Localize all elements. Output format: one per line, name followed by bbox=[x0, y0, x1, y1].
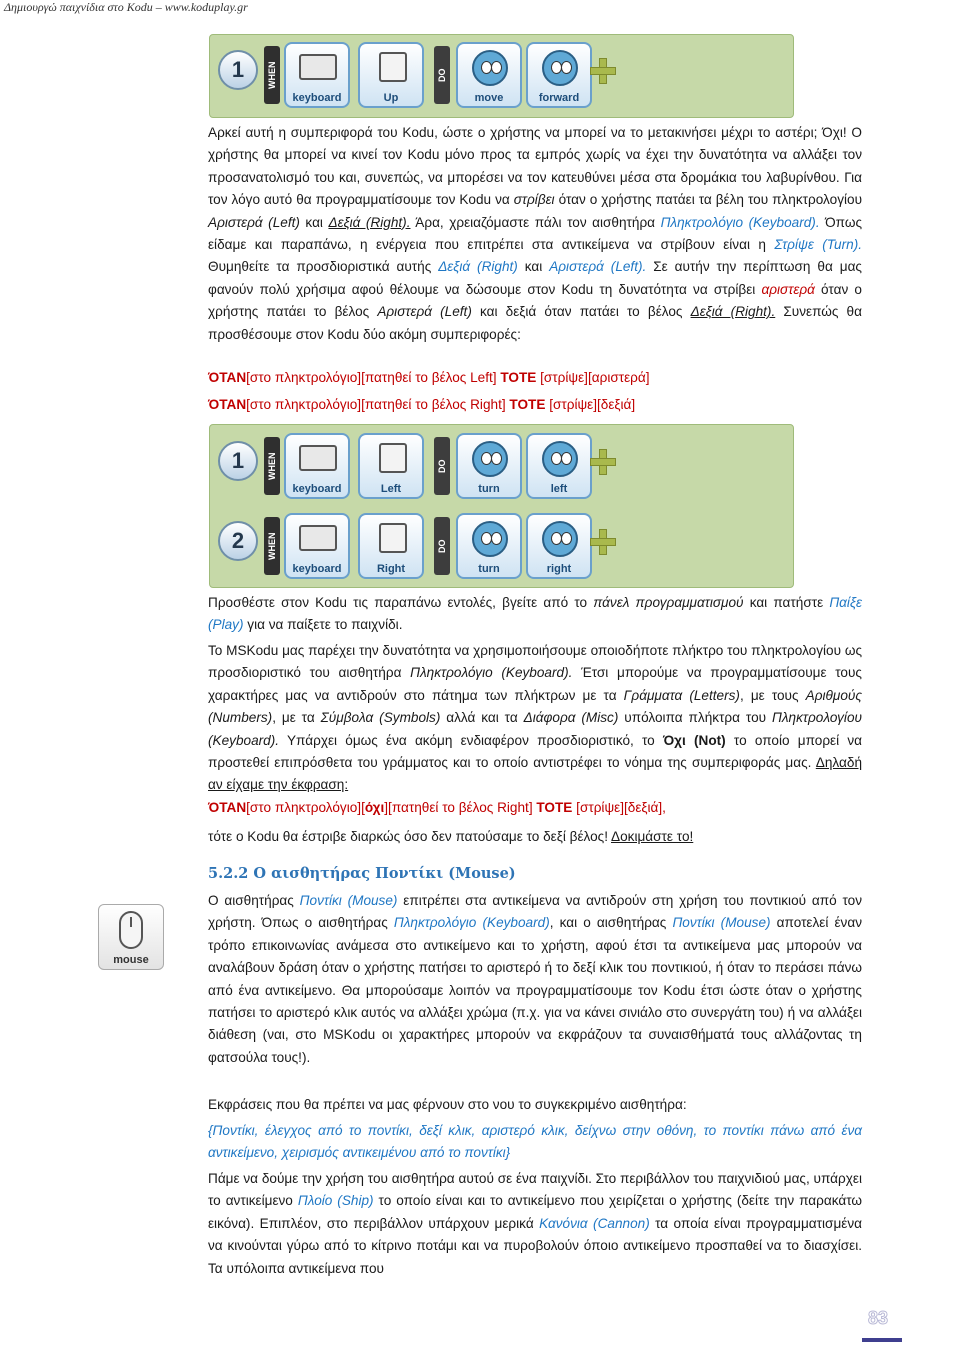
left-tile: left bbox=[526, 433, 592, 499]
do-label: DO bbox=[434, 517, 450, 575]
plus-icon bbox=[590, 529, 616, 555]
paragraph-try: τότε ο Kodu θα έστριβε διαρκώς όσο δεν πατούσαμε το δεξί βέλος! Δοκιμάστε το! bbox=[208, 829, 694, 844]
paragraph-expressions-intro: Εκφράσεις που θα πρέπει να μας φέρνουν στο νου το συγκεκριμένο αισθητήρα: bbox=[208, 1097, 687, 1112]
kodu-rule-tiles-top bbox=[209, 34, 794, 118]
kodu-face-icon bbox=[542, 50, 578, 86]
paragraph-mouse: Ο αισθητήρας Ποντίκι (Mouse) επιτρέπει στα αντικείμενα να αντιδρούν στη χρήση του ποντικιού από τον χρήστη. Όπως ο αισθητήρας Πληκτρολόγιο (Keyboard), και ο αισθητήρας Ποντίκι (Mouse) αποτελεί έναν τρόπο επικοινωνίας ανάμεσα στο αντικείμενο και το χρήστη, αφού έτσι τα αντικείμενα μας μπορούν να αναλάβουν δράση όταν ο χρήστης πατήσει το αριστερό ή το δεξί κλικ του ποντικιού, ή όταν το περάσει πάνω από ένα αντικείμενο. Θα μπορούσαμε λοιπόν να προγραμματίσουμε τον Kodu έτσι ώστε όταν ο χρήστης πατήσει το αριστερό κλικ αυτός να αλλάξει χρώμα (π.χ. για να κάνει σινιάλο στο συνεργάτη του) ή να αλλάξει διάθεση (ναι, στο MSKodu οι χαρακτήρες μπορούν να εκφράζουν τα συναισθήματά τους αλλάζοντας τη φατσούλα τους!). bbox=[208, 893, 863, 1065]
keyboard-tile: keyboard bbox=[284, 513, 350, 579]
keyboard-icon bbox=[299, 54, 337, 80]
kodu-rule-tiles-turn bbox=[209, 424, 794, 588]
paragraph-game: Πάμε να δούμε την χρήση του αισθητήρα αυτού σε ένα παιχνίδι. Στο περιβάλλον του παιχνιδιού μας, υπάρχει το αντικείμενο Πλοίο (Ship) το οποίο είναι και το αντικείμενο που χειρίζεται ο χρήστης (δείτε την παρακάτω εικόνα). Επιπλέον, στο περιβάλλον υπάρχουν μερικά Κανόνια (Cannon) τα οποία είναι προγραμματισμένα να κινούνται γύρω από το κίτρινο ποτάμι και να πυροβολούν όποιο αντικείμενο προσπαθεί να το διασχίσει. Τα υπόλοιπα αντικείμενα που bbox=[208, 1171, 863, 1276]
plus-icon bbox=[590, 58, 616, 84]
turn-tile: turn bbox=[456, 513, 522, 579]
right-tile: right bbox=[526, 513, 592, 579]
rule-not: ΌΤΑΝ[στο πληκτρολόγιο][όχι][πατηθεί το βέλος Right] ΤΟΤΕ [στρίψε][δεξιά], bbox=[208, 800, 666, 815]
do-label: DO bbox=[434, 46, 450, 104]
up-key-tile: Up bbox=[358, 42, 424, 108]
rule-left: ΌΤΑΝ[στο πληκτρολόγιο][πατηθεί το βέλος Left] ΤΟΤΕ [στρίψε][αριστερά] bbox=[208, 370, 650, 385]
kodu-face-icon bbox=[472, 50, 508, 86]
kodu-face-icon bbox=[472, 441, 508, 477]
when-label: WHEN bbox=[264, 46, 280, 104]
keyboard-icon bbox=[299, 445, 337, 471]
turn-tile: turn bbox=[456, 433, 522, 499]
when-label: WHEN bbox=[264, 437, 280, 495]
keyboard-tile: keyboard bbox=[284, 433, 350, 499]
kodu-face-icon bbox=[472, 521, 508, 557]
rule-number: 2 bbox=[218, 521, 258, 561]
right-key-tile: Right bbox=[358, 513, 424, 579]
move-tile: move bbox=[456, 42, 522, 108]
section-heading: 5.2.2 Ο αισθητήρας Ποντίκι (Mouse) bbox=[208, 865, 516, 882]
forward-tile: forward bbox=[526, 42, 592, 108]
plus-icon bbox=[590, 449, 616, 475]
paragraph-play: Προσθέστε στον Kodu τις παραπάνω εντολές, βγείτε από το πάνελ προγραμματισμού και πατήστε Παίξε (Play) για να παίξετε το παιχνίδι. bbox=[208, 595, 862, 633]
kodu-face-icon bbox=[542, 521, 578, 557]
do-label: DO bbox=[434, 437, 450, 495]
keyboard-tile: keyboard bbox=[284, 42, 350, 108]
rule-number: 1 bbox=[218, 441, 258, 481]
key-icon bbox=[379, 52, 407, 82]
rule-right: ΌΤΑΝ[στο πληκτρολόγιο][πατηθεί το βέλος Right] ΤΟΤΕ [στρίψε][δεξιά] bbox=[208, 397, 636, 412]
key-icon bbox=[379, 523, 407, 553]
paragraph-keyboard-turn: Αρκεί αυτή η συμπεριφορά του Kodu, ώστε ο χρήστης να μπορεί να το μετακινήσει μέχρι το αστέρι; Όχι! Ο χρήστης θα μπορεί να κινεί τον Kodu μόνο προς τα εμπρός χωρίς να έχει την δυνατότητα να αλλάξει τον προσανατολισμό του και, συνεπώς, να μπορέσει να τον κατευθύνει μέσα στα δρομάκια του λαβυρίνθου. Για τον λόγο αυτό θα προγραμματίσουμε τον Kodu να στρίβει όταν ο χρήστης πατάει τα βέλη του πληκτρολογίου Αριστερά (Left) και Δεξιά (Right). Άρα, χρειαζόμαστε πάλι τον αισθητήρα Πληκτρολόγιο (Keyboard). Όπως είδαμε και παραπάνω, η ενέργεια που επιτρέπει στα αντικείμενα να στρίβουν είναι η Στρίψε (Turn). Θυμηθείτε τα προσδιοριστικά αυτής Δεξιά (Right) και Αριστερά (Left). Σε αυτήν την περίπτωση θα μας φανούν πολύ χρήσιμα αφού θέλουμε να δώσουμε στον Kodu τη δυνατότητα να στρίβει αριστερά όταν ο χρήστης πατάει το βέλος Αριστερά (Left) και δεξιά όταν πατάει το βέλος Δεξιά (Right). Συνεπώς θα προσθέσουμε στον Kodu δύο ακόμη συμπεριφορές: bbox=[208, 125, 863, 342]
mouse-icon bbox=[119, 911, 143, 949]
page-number: 83 bbox=[867, 1308, 889, 1328]
mouse-sensor-tile: mouse bbox=[98, 904, 164, 970]
key-icon bbox=[379, 443, 407, 473]
left-key-tile: Left bbox=[358, 433, 424, 499]
page-header: Δημιουργώ παιχνίδια στο Kodu – www.koduplay.gr bbox=[4, 0, 248, 14]
paragraph-expressions: {Ποντίκι, έλεγχος από το ποντίκι, δεξί κλικ, αριστερό κλικ, δείχνω στην οθόνη, το ποντίκι πάνω από ένα αντικείμενο, χειρισμός αντικειμένου από το ποντίκι} bbox=[208, 1123, 862, 1161]
paragraph-keys: Το MSKodu μας παρέχει την δυνατότητα να χρησιμοποιήσουμε οποιοδήποτε πλήκτρο του πληκτρολογίου ως προσδιοριστικό του αισθητήρα Πληκτρολόγιο (Keyboard). Έτσι μπορούμε να προγραμματίσουμε τους χαρακτήρες μας να αντιδρούν στο πάτημα των πλήκτρων με τα Γράμματα (Letters), με τους Αριθμούς (Numbers), με τα Σύμβολα (Symbols) αλλά και τα Διάφορα (Misc) υπόλοιπα πλήκτρα του Πληκτρολογίου (Keyboard). Υπάρχει όμως ένα ακόμη ενδιαφέρον προσδιοριστικό, το Όχι (Not) το οποίο μπορεί να προστεθεί επιπρόσθετα του γράμματος και το οποίο αντιστρέφει το νόημα της συμπεριφοράς μας. Δηλαδή αν είχαμε την έκφραση: bbox=[208, 643, 862, 793]
keyboard-icon bbox=[299, 525, 337, 551]
kodu-face-icon bbox=[542, 441, 578, 477]
rule-number: 1 bbox=[218, 50, 258, 90]
when-label: WHEN bbox=[264, 517, 280, 575]
page-number-bar bbox=[862, 1338, 902, 1342]
